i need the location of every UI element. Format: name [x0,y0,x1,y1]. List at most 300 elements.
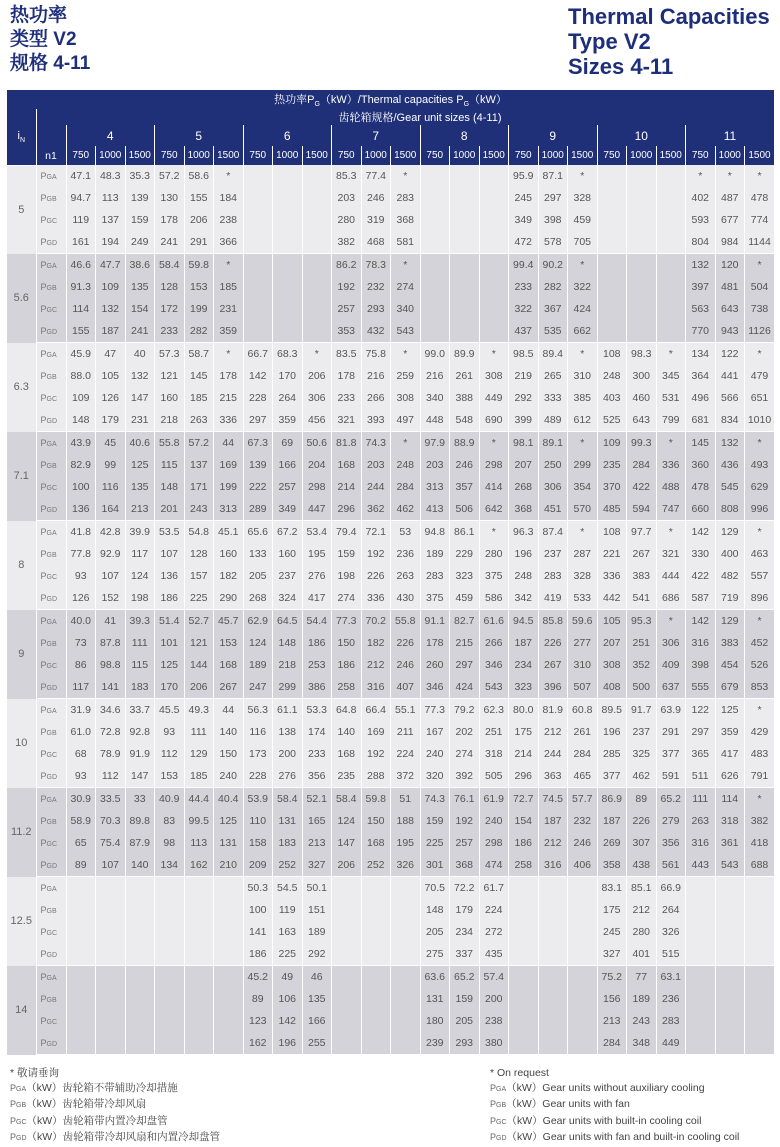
value-cell: 263 [184,409,214,432]
value-cell: 75.8 [361,343,391,366]
value-cell: 257 [450,832,480,854]
value-cell [745,921,775,943]
value-cell: 561 [656,854,686,877]
value-cell: 297 [450,654,480,676]
value-cell: 203 [332,187,362,209]
value-cell: 535 [538,320,568,343]
value-cell: 64.8 [332,699,362,722]
value-cell: 212 [538,832,568,854]
value-cell: 263 [686,810,716,832]
power-type-sub: GA [46,441,57,448]
value-cell: 283 [656,1010,686,1032]
value-cell: 186 [509,832,539,854]
value-cell: 89.8 [125,810,155,832]
value-cell: * [391,254,421,277]
value-cell: 93 [66,565,96,587]
value-cell: 57.2 [184,432,214,455]
value-cell [538,988,568,1010]
value-cell: 358 [597,854,627,877]
value-cell: 119 [273,899,303,921]
value-cell: 267 [627,543,657,565]
value-cell: 241 [125,320,155,343]
value-cell: 79.2 [450,699,480,722]
value-cell: 353 [332,320,362,343]
value-cell: * [214,254,244,277]
value-cell: 99.5 [184,810,214,832]
power-type-sub: GA [46,975,57,982]
value-cell: 33.7 [125,699,155,722]
value-cell: 196 [597,721,627,743]
note-symbol: PGC [10,1115,27,1126]
power-type-sub: GA [46,886,57,893]
speed-header: 750 [155,146,185,165]
power-type-sub: GA [46,708,57,715]
size-header: 9 [509,125,598,146]
value-cell: 479 [745,365,775,387]
value-cell: 274 [391,276,421,298]
value-cell [243,254,273,277]
note-item [490,1114,739,1131]
value-cell: 226 [627,810,657,832]
value-cell: 76.1 [450,788,480,811]
value-cell [302,209,332,231]
power-type-label: PGC [36,743,66,765]
value-cell: 109 [597,432,627,455]
speed-header: 1500 [125,146,155,165]
in-header: $i_N$ [7,109,36,165]
value-cell: 328 [568,187,598,209]
value-cell: 91.9 [125,743,155,765]
value-cell [332,966,362,989]
value-cell: 96.3 [509,521,539,544]
value-cell: 402 [686,187,716,209]
value-cell: 185 [184,387,214,409]
value-cell: 70.3 [96,810,126,832]
value-cell: 240 [479,810,509,832]
value-cell: 206 [184,676,214,699]
value-cell: 349 [273,498,303,521]
value-cell: 359 [715,721,745,743]
table-row [7,320,774,343]
value-cell: 196 [509,543,539,565]
value-cell [184,899,214,921]
power-type-sub: GD [46,418,58,425]
value-cell: 167 [420,721,450,743]
power-type-label: PGD [36,409,66,432]
value-cell: 72.8 [96,721,126,743]
value-cell: 173 [243,743,273,765]
value-cell: 241 [155,231,185,254]
value-cell: 984 [715,231,745,254]
value-cell: 134 [155,854,185,877]
note-symbol: PGB [490,1099,507,1109]
value-cell: 336 [597,565,627,587]
value-cell: 280 [332,209,362,231]
value-cell: 413 [420,498,450,521]
value-cell: 187 [538,810,568,832]
notes-en [490,1066,739,1147]
value-cell: 92.9 [96,543,126,565]
value-cell: * [656,521,686,544]
value-cell [96,877,126,900]
value-cell: 570 [568,498,598,521]
value-cell: 182 [214,565,244,587]
value-cell: 85.8 [538,610,568,633]
value-cell [597,209,627,231]
value-cell: 98.5 [509,343,539,366]
value-cell: 297 [538,187,568,209]
value-cell: 88.0 [66,365,96,387]
value-cell: 238 [214,209,244,231]
value-cell [184,1032,214,1055]
speed-header: 1500 [568,146,598,165]
value-cell: 268 [243,587,273,610]
value-cell [686,921,716,943]
value-cell: 289 [243,498,273,521]
value-cell: 65.6 [243,521,273,544]
header-en-sizes: Sizes 4-11 [568,54,674,79]
value-cell: 147 [125,765,155,788]
value-cell: 141 [243,921,273,943]
value-cell: 288 [361,765,391,788]
power-type-sub: GD [46,240,58,247]
value-cell: 451 [538,498,568,521]
power-type-label: PGB [36,632,66,654]
value-cell: 267 [538,654,568,676]
value-cell: 139 [243,454,273,476]
value-cell [361,943,391,966]
value-cell: 233 [155,320,185,343]
note-text: （kW）Gear units with fan and built-in cooling coil [506,1131,740,1143]
value-cell: 91.1 [420,610,450,633]
power-type-label: PGD [36,587,66,610]
value-cell: 111 [686,788,716,811]
value-cell [745,877,775,900]
power-type-sub: GD [46,596,58,603]
value-cell: 74.3 [361,432,391,455]
value-cell: 203 [361,454,391,476]
power-type-label: PGC [36,298,66,320]
value-cell [420,231,450,254]
value-cell [597,254,627,277]
value-cell: 138 [273,721,303,743]
value-cell: 128 [184,543,214,565]
value-cell: 284 [391,476,421,498]
value-cell: 321 [332,409,362,432]
value-cell: 417 [715,743,745,765]
value-cell: * [745,343,775,366]
value-cell: 186 [332,654,362,676]
value-cell: 75.4 [96,832,126,854]
value-cell: 114 [715,788,745,811]
value-cell: 417 [302,587,332,610]
table-row [7,676,774,699]
value-cell: 81.9 [538,699,568,722]
size-header: 8 [420,125,509,146]
value-cell: 199 [214,476,244,498]
value-cell: 228 [243,387,273,409]
value-cell: 581 [391,231,421,254]
value-cell: 375 [479,565,509,587]
value-cell: 292 [302,943,332,966]
value-cell: 246 [568,832,598,854]
speed-header: 1000 [273,146,303,165]
table-row [7,832,774,854]
value-cell: 52.7 [184,610,214,633]
value-cell [332,877,362,900]
value-cell: 205 [243,565,273,587]
value-cell: 284 [627,454,657,476]
value-cell: 505 [479,765,509,788]
table-row [7,854,774,877]
value-cell: 154 [509,810,539,832]
ratio-cell: 14 [7,966,36,1055]
value-cell: 274 [450,743,480,765]
power-type-sub: GB [46,552,57,559]
value-cell: 774 [745,209,775,231]
header-cn [10,4,90,76]
value-cell: 231 [214,298,244,320]
value-cell: 40.4 [214,788,244,811]
note-symbol-sub: GB [496,1102,507,1109]
value-cell: 407 [391,676,421,699]
value-cell: 643 [715,298,745,320]
value-cell: 40.9 [155,788,185,811]
value-cell: 168 [214,654,244,676]
value-cell: 152 [96,587,126,610]
value-cell: 101 [155,632,185,654]
value-cell: 563 [686,298,716,320]
power-type-label: PGA [36,610,66,633]
value-cell: 91.3 [66,276,96,298]
value-cell: 297 [686,721,716,743]
value-cell: 192 [361,743,391,765]
value-cell: 155 [184,187,214,209]
value-cell: 198 [125,587,155,610]
value-cell: 438 [627,854,657,877]
value-cell: 226 [361,565,391,587]
value-cell: 252 [361,854,391,877]
table-row [7,899,774,921]
value-cell: 186 [302,632,332,654]
value-cell: 94.8 [420,521,450,544]
value-cell: 459 [568,209,598,231]
value-cell: 348 [627,1032,657,1055]
value-cell: 543 [715,854,745,877]
value-cell [479,231,509,254]
value-cell: 189 [627,988,657,1010]
value-cell [66,1032,96,1055]
value-cell: 140 [332,721,362,743]
value-cell: 276 [302,565,332,587]
note-item [490,1097,739,1114]
value-cell: 74.3 [420,788,450,811]
value-cell: 109 [96,276,126,298]
value-cell [597,320,627,343]
value-cell: 258 [509,854,539,877]
value-cell: 178 [214,365,244,387]
value-cell: 248 [391,454,421,476]
table-row [7,209,774,231]
power-type-label: PGA [36,877,66,900]
value-cell: 120 [715,254,745,277]
value-cell: 205 [450,1010,480,1032]
power-type-label: PGD [36,943,66,966]
value-cell: 98.8 [96,654,126,676]
value-cell: 244 [361,476,391,498]
value-cell: 370 [597,476,627,498]
value-cell: 290 [214,587,244,610]
value-cell [479,298,509,320]
value-cell: 44 [214,699,244,722]
value-cell: 679 [715,676,745,699]
value-cell: 263 [391,565,421,587]
table-row [7,699,774,722]
value-cell: 66.9 [656,877,686,900]
value-cell [332,943,362,966]
value-cell [155,899,185,921]
header-en [568,4,770,79]
value-cell [715,921,745,943]
value-cell: 224 [479,899,509,921]
value-cell [568,943,598,966]
value-cell: 55.8 [155,432,185,455]
size-header: 6 [243,125,332,146]
value-cell: 424 [568,298,598,320]
power-type-label: PGB [36,276,66,298]
value-cell: 153 [155,765,185,788]
speed-header: 750 [686,146,716,165]
value-cell [627,209,657,231]
value-cell [538,1010,568,1032]
value-cell: 340 [391,298,421,320]
value-cell: 681 [686,409,716,432]
value-cell: 326 [391,854,421,877]
value-cell: 236 [391,543,421,565]
value-cell [597,187,627,209]
ratio-cell: 7.1 [7,432,36,521]
table-row [7,231,774,254]
value-cell [302,320,332,343]
size-header: 10 [597,125,686,146]
value-cell: 72.1 [361,521,391,544]
value-cell: 368 [450,854,480,877]
value-cell: 61.9 [479,788,509,811]
value-cell: 89.9 [450,343,480,366]
value-cell: 209 [243,854,273,877]
value-cell: 234 [509,654,539,676]
value-cell: 296 [332,498,362,521]
power-type-sub: GC [46,930,58,937]
value-cell: 243 [184,498,214,521]
value-cell: 187 [96,320,126,343]
value-cell: 218 [273,654,303,676]
value-cell: 139 [125,187,155,209]
speed-header: 1500 [656,146,686,165]
value-cell: 943 [715,320,745,343]
value-cell: 272 [479,921,509,943]
note-text: （kW）齿轮箱不带辅助冷却措施 [26,1081,178,1094]
value-cell: 125 [125,454,155,476]
power-type-label: PGC [36,921,66,943]
value-cell: 398 [538,209,568,231]
value-cell [273,320,303,343]
value-cell: 216 [361,365,391,387]
value-cell: 268 [509,476,539,498]
value-cell [184,988,214,1010]
value-cell: 35.3 [125,165,155,187]
power-type-label: PGC [36,565,66,587]
value-cell: 175 [509,721,539,743]
value-cell [627,165,657,187]
value-cell: 178 [332,365,362,387]
value-cell [715,966,745,989]
value-cell: 58.9 [66,810,96,832]
value-cell: 362 [361,498,391,521]
value-cell: 40.6 [125,432,155,455]
value-cell: 328 [568,565,598,587]
value-cell: 459 [450,587,480,610]
value-cell: 58.6 [184,165,214,187]
value-cell: 403 [597,387,627,409]
value-cell: 274 [332,587,362,610]
value-cell: 59.8 [361,788,391,811]
value-cell: 240 [420,743,450,765]
value-cell: 94.5 [509,610,539,633]
power-type-sub: GB [46,463,57,470]
value-cell: 155 [66,320,96,343]
value-cell: 47.1 [66,165,96,187]
value-cell: 834 [715,409,745,432]
value-cell [155,966,185,989]
value-cell: 660 [686,498,716,521]
value-cell: * [745,521,775,544]
value-cell [656,165,686,187]
value-cell: 364 [686,365,716,387]
table-row [7,632,774,654]
value-cell: 308 [391,387,421,409]
value-cell: 61.0 [66,721,96,743]
value-cell [450,165,480,187]
value-cell: 77 [627,966,657,989]
value-cell: 441 [715,365,745,387]
value-cell: 166 [302,1010,332,1032]
value-cell [125,1010,155,1032]
power-type-sub: GD [46,507,58,514]
value-cell: 324 [273,587,303,610]
value-cell: 313 [420,476,450,498]
value-cell [479,187,509,209]
value-cell: 125 [155,654,185,676]
value-cell: 81.8 [332,432,362,455]
value-cell: 316 [538,854,568,877]
power-type-sub: GB [46,730,57,737]
value-cell: 63.9 [656,699,686,722]
value-cell: 201 [155,498,185,521]
power-type-sub: GC [46,218,58,225]
value-cell: 116 [243,721,273,743]
value-cell: 224 [391,743,421,765]
header-cn-sizes: 规格 4-11 [10,53,91,74]
value-cell: 202 [450,721,480,743]
value-cell [96,966,126,989]
value-cell [302,231,332,254]
power-type-sub: GC [46,485,58,492]
value-cell: 99.0 [420,343,450,366]
value-cell: * [745,788,775,811]
value-cell [509,899,539,921]
value-cell [420,254,450,277]
